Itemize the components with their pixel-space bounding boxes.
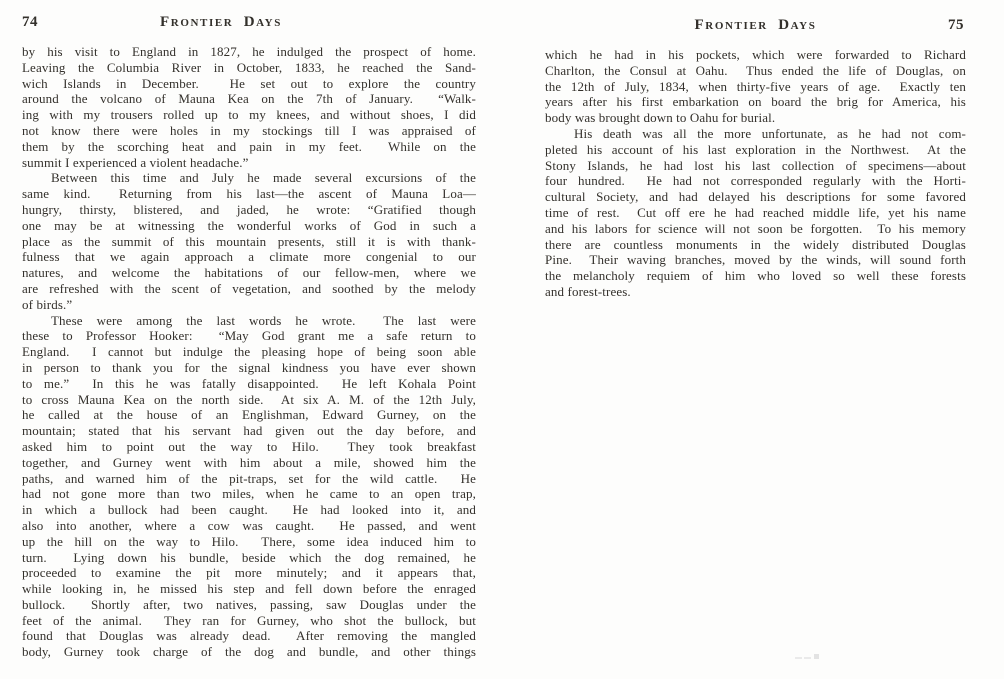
text-line: bullock. Shortly after, two natives, passing, saw Douglas under the [22,596,476,612]
text-line: same kind. Returning from his last—the ascent of Mauna Loa— [22,186,476,202]
paragraph [545,47,966,126]
text-line: them by the scorching heat and pain in my feet. While on the [22,138,476,154]
text-line: four hundred. He had not corresponded regularly with the Horti- [545,173,966,189]
text-line: Between this time and July he made several excursions of the [51,170,476,186]
text-line: he called at the house of an Englishman, Edward Gurney, on the [22,407,476,423]
text-line: up the hill on the way to Hilo. There, some idea induced him to [22,533,476,549]
text-line: cultural Society, and had delayed his descriptions for some favored [545,189,966,205]
page-number-right: 75 [948,17,964,33]
text-line: these to Professor Hooker: “May God grant me a safe return to [22,328,476,344]
text-line: there are countless monuments in the widely distributed Douglas [545,236,966,252]
paragraph [22,170,476,312]
text-line: one may be at witnessing the wonderful works of God in such a [22,217,476,233]
text-line: together, and Gurney went with him about a mile, showed him the [22,454,476,470]
text-line: Pine. Their waving branches, moved by the winds, will sound forth [545,252,966,268]
text-line: turn. Lying down his bundle, beside which the dog remained, he [22,549,476,565]
text-line: are refreshed with the scent of vegetation, and soothed by the melody [22,280,476,296]
text-line: by his visit to England in 1827, he indulged the prospect of home. [22,44,476,59]
page-number-left: 74 [22,14,38,30]
text-line: natures, and welcome the habitations of our fellow-men, where we [22,265,476,281]
text-line: place as the summit of this mountain presents, still it is with thank- [22,233,476,249]
text-line: feet of the animal. They ran for Gurney, who shot the bullock, but [22,612,476,628]
text-line: hungry, thirsty, blistered, and jaded, he wrote: “Gratified though [22,201,476,217]
page-left [22,14,476,660]
text-line: body was brought down to Oahu for burial. [545,110,776,126]
page-right [545,17,966,300]
text-column-right [545,47,966,300]
text-line: had not gone more than two miles, when he came to an open trap, [22,486,476,502]
text-line: England. I cannot but indulge the pleasing hope of being soon able [22,344,476,360]
text-line: and forest-trees. [545,283,631,299]
text-line: Leaving the Columbia River in October, 1833, he reached the Sand- [22,59,476,75]
scan-smudge [795,653,821,661]
text-line: Charlton, the Consul at Oahu. Thus ended the life of Douglas, on [545,62,966,78]
text-line: mountain; stated that his servant had given out the day before, and [22,423,476,439]
text-line: in which a bullock had been caught. He had looked into it, and [22,502,476,518]
text-line: summit I experienced a violent headache.” [22,154,249,170]
text-line: to me.” In this he was fatally disappointed. He left Kohala Point [22,375,476,391]
text-line: of birds.” [22,296,73,312]
running-head-right: Frontier Days [694,17,817,33]
text-line: the 12th of July, 1834, when thirty-five years of age. Exactly ten [545,78,966,94]
page-left-header [22,14,476,44]
text-line: time of rest. Cut off ere he had reached middle life, yet his name [545,204,966,220]
text-line: paths, and warned him of the pit-traps, set for the wild cattle. He [22,470,476,486]
text-line: wich Islands in December. He set out to explore the country [22,75,476,91]
text-line: also into another, where a cow was caught. He passed, and went [22,517,476,533]
page-right-header [545,17,966,47]
text-line: to cross Mauna Kea on the north side. At six A. M. of the 12th July, [22,391,476,407]
text-line: pleted his account of his last exploration in the Northwest. At the [545,141,966,157]
text-line: body, Gurney took charge of the dog and bundle, and other things [22,644,476,660]
text-line: which he had in his pockets, which were forwarded to Richard [545,47,966,62]
text-line: proceeded to examine the pit more minutely; and it appears that, [22,565,476,581]
text-line: fulness that we again approach a climate more congenial to our [22,249,476,265]
text-line: ing with my trousers rolled up to my knees, and without shoes, I did [22,107,476,123]
paragraph [22,313,476,661]
text-line: the melancholy requiem of him who loved so well these forests [545,268,966,284]
text-line: while looking in, he missed his step and fell down before the enraged [22,581,476,597]
text-line: in person to thank you for the signal kindness you have ever shown [22,359,476,375]
text-column-left [22,44,476,660]
text-line: These were among the last words he wrote. The last were [51,312,476,328]
text-line: Stony Islands, he had lost his last collection of specimens—about [545,157,966,173]
text-line: not know there were holes in my stockings till I was appraised of [22,122,476,138]
text-line: His death was all the more unfortunate, as he had not com- [574,125,966,141]
text-line: found that Douglas was already dead. After removing the mangled [22,628,476,644]
text-line: years after his first embarkation on board the brig for America, his [545,94,966,110]
text-line: and his labors for science will not soon be forgotten. To his memory [545,220,966,236]
paragraph [545,126,966,300]
running-head-left: Frontier Days [160,14,282,30]
text-line: asked him to point out the way to Hilo. They took breakfast [22,438,476,454]
paragraph [22,44,476,170]
text-line: around the volcano of Mauna Kea on the 7th of January. “Walk- [22,91,476,107]
